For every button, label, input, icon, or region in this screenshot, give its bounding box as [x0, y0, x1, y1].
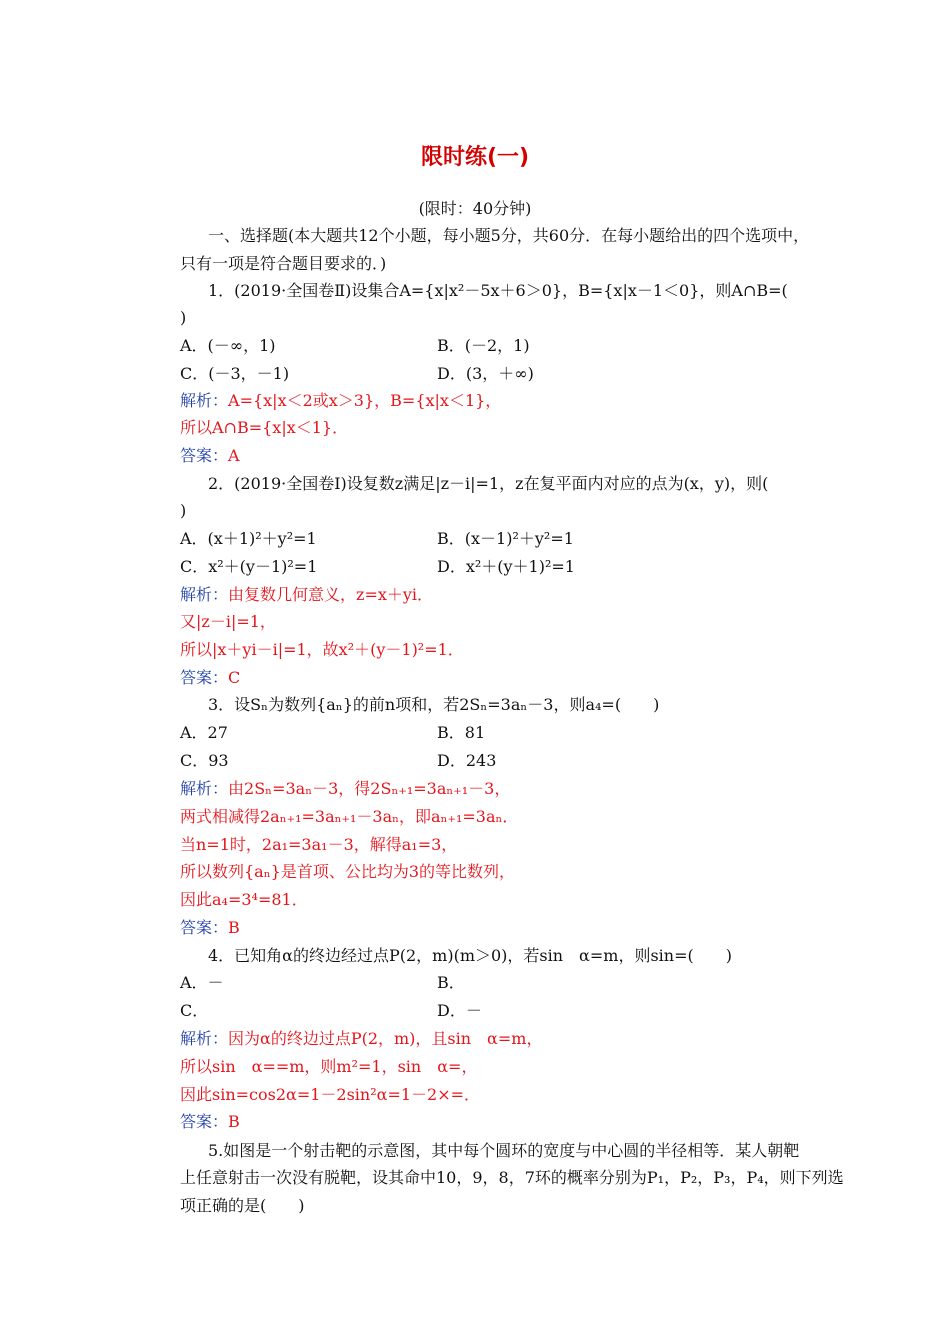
- q2-stem: 2．(2019·全国卷Ⅰ)设复数z满足|z－i|=1，z在复平面内对应的点为(x，y)，则(: [208, 474, 769, 493]
- q1-analysis: [180, 391, 501, 411]
- q5-stem-line2: 上任意射击一次没有脱靶，设其命中10，9，8，7环的概率分别为P₁，P₂，P₃，P₄，则下列选: [180, 1168, 844, 1187]
- analysis-label: 解析：: [180, 1029, 229, 1048]
- q1-option-a: A．(－∞，1): [180, 336, 276, 355]
- answer-value: B: [228, 918, 240, 937]
- q3-analysis-line2: 两式相减得2aₙ₊₁=3aₙ₊₁－3aₙ，即aₙ₊₁=3aₙ．: [180, 807, 519, 826]
- q3-analysis-line5: 因此a₄=3⁴=81．: [180, 890, 308, 909]
- section-heading-line2: 只有一项是符合题目要求的．): [180, 254, 387, 273]
- q4-option-d: D．－: [437, 1001, 482, 1020]
- q3-analysis: [180, 779, 510, 799]
- q3-option-d: D．243: [437, 751, 497, 770]
- q4-analysis: [180, 1029, 542, 1049]
- q2-option-a: A．(x＋1)²＋y²=1: [180, 529, 317, 548]
- q3-option-a: A．27: [180, 723, 228, 742]
- q5-stem-line3: 项正确的是( ): [180, 1196, 305, 1215]
- q3-answer: [180, 918, 240, 938]
- q2-answer: [180, 668, 240, 688]
- q2-option-d: D．x²＋(y＋1)²=1: [437, 557, 575, 576]
- q5-stem: 5.如图是一个射击靶的示意图，其中每个圆环的宽度与中心圆的半径相等．某人朝靶: [208, 1141, 800, 1160]
- section-heading-line1: 一、选择题(本大题共12个小题，每小题5分，共60分．在每小题给出的四个选项中，: [208, 226, 810, 245]
- q1-analysis-line2: 所以A∩B={x|x＜1}．: [180, 418, 349, 437]
- q2-analysis-line3: 所以|x＋yi－i|=1，故x²＋(y－1)²=1．: [180, 640, 464, 659]
- answer-value: B: [228, 1112, 240, 1131]
- q1-stem-cont: ): [180, 308, 187, 327]
- q3-stem: 3．设Sₙ为数列{aₙ}的前n项和，若2Sₙ=3aₙ－3，则a₄=( ): [208, 695, 660, 714]
- q3-option-c: C．93: [180, 751, 229, 770]
- analysis-text: 由2Sₙ=3aₙ－3，得2Sₙ₊₁=3aₙ₊₁－3，: [228, 779, 511, 798]
- answer-label: 答案：: [180, 446, 229, 465]
- q4-stem: 4．已知角α的终边经过点P(2，m)(m＞0)，若sin α=m，则sin=( ): [208, 946, 732, 965]
- q4-analysis-line2: 所以sin α==m，则m²=1，sin α=，: [180, 1057, 478, 1076]
- q4-option-c: C．: [180, 1001, 209, 1020]
- q4-option-a: A．－: [180, 973, 224, 992]
- q3-analysis-line4: 所以数列{aₙ}是首项、公比均为3的等比数列，: [180, 862, 516, 881]
- q1-answer: [180, 446, 240, 466]
- q1-option-b: B．(－2，1): [437, 336, 530, 355]
- q4-answer: [180, 1112, 240, 1132]
- analysis-label: 解析：: [180, 779, 229, 798]
- q2-option-c: C．x²＋(y－1)²=1: [180, 557, 318, 576]
- answer-label: 答案：: [180, 1112, 229, 1131]
- q2-stem-cont: ): [180, 501, 187, 520]
- analysis-text: 由复数几何意义，z=x＋yi．: [228, 585, 434, 604]
- q1-option-d: D．(3，＋∞): [437, 364, 534, 383]
- q4-analysis-line3: 因此sin=cos2α=1－2sin²α=1－2×=．: [180, 1085, 481, 1104]
- q3-analysis-line3: 当n=1时，2a₁=3a₁－3，解得a₁=3，: [180, 835, 458, 854]
- answer-value: C: [228, 668, 241, 687]
- answer-label: 答案：: [180, 668, 229, 687]
- page-title: 限时练(一): [420, 145, 530, 170]
- q1-stem: 1．(2019·全国卷Ⅱ)设集合A={x|x²－5x＋6＞0}，B={x|x－1＜0}，则A∩B=(: [208, 281, 788, 300]
- analysis-text: 因为α的终边过点P(2，m)，且sin α=m，: [228, 1029, 543, 1048]
- answer-label: 答案：: [180, 918, 229, 937]
- analysis-text: A={x|x＜2或x＞3}，B={x|x＜1}，: [228, 391, 502, 410]
- analysis-label: 解析：: [180, 391, 229, 410]
- q2-analysis: [180, 585, 433, 605]
- answer-value: A: [228, 446, 240, 465]
- q2-analysis-line2: 又|z－i|=1，: [180, 612, 276, 631]
- q2-option-b: B．(x－1)²＋y²=1: [437, 529, 574, 548]
- q4-option-b: B．: [437, 973, 465, 992]
- q3-option-b: B．81: [437, 723, 486, 742]
- analysis-label: 解析：: [180, 585, 229, 604]
- q1-option-c: C．(－3，－1): [180, 364, 290, 383]
- time-limit: (限时：40分钟): [418, 199, 532, 218]
